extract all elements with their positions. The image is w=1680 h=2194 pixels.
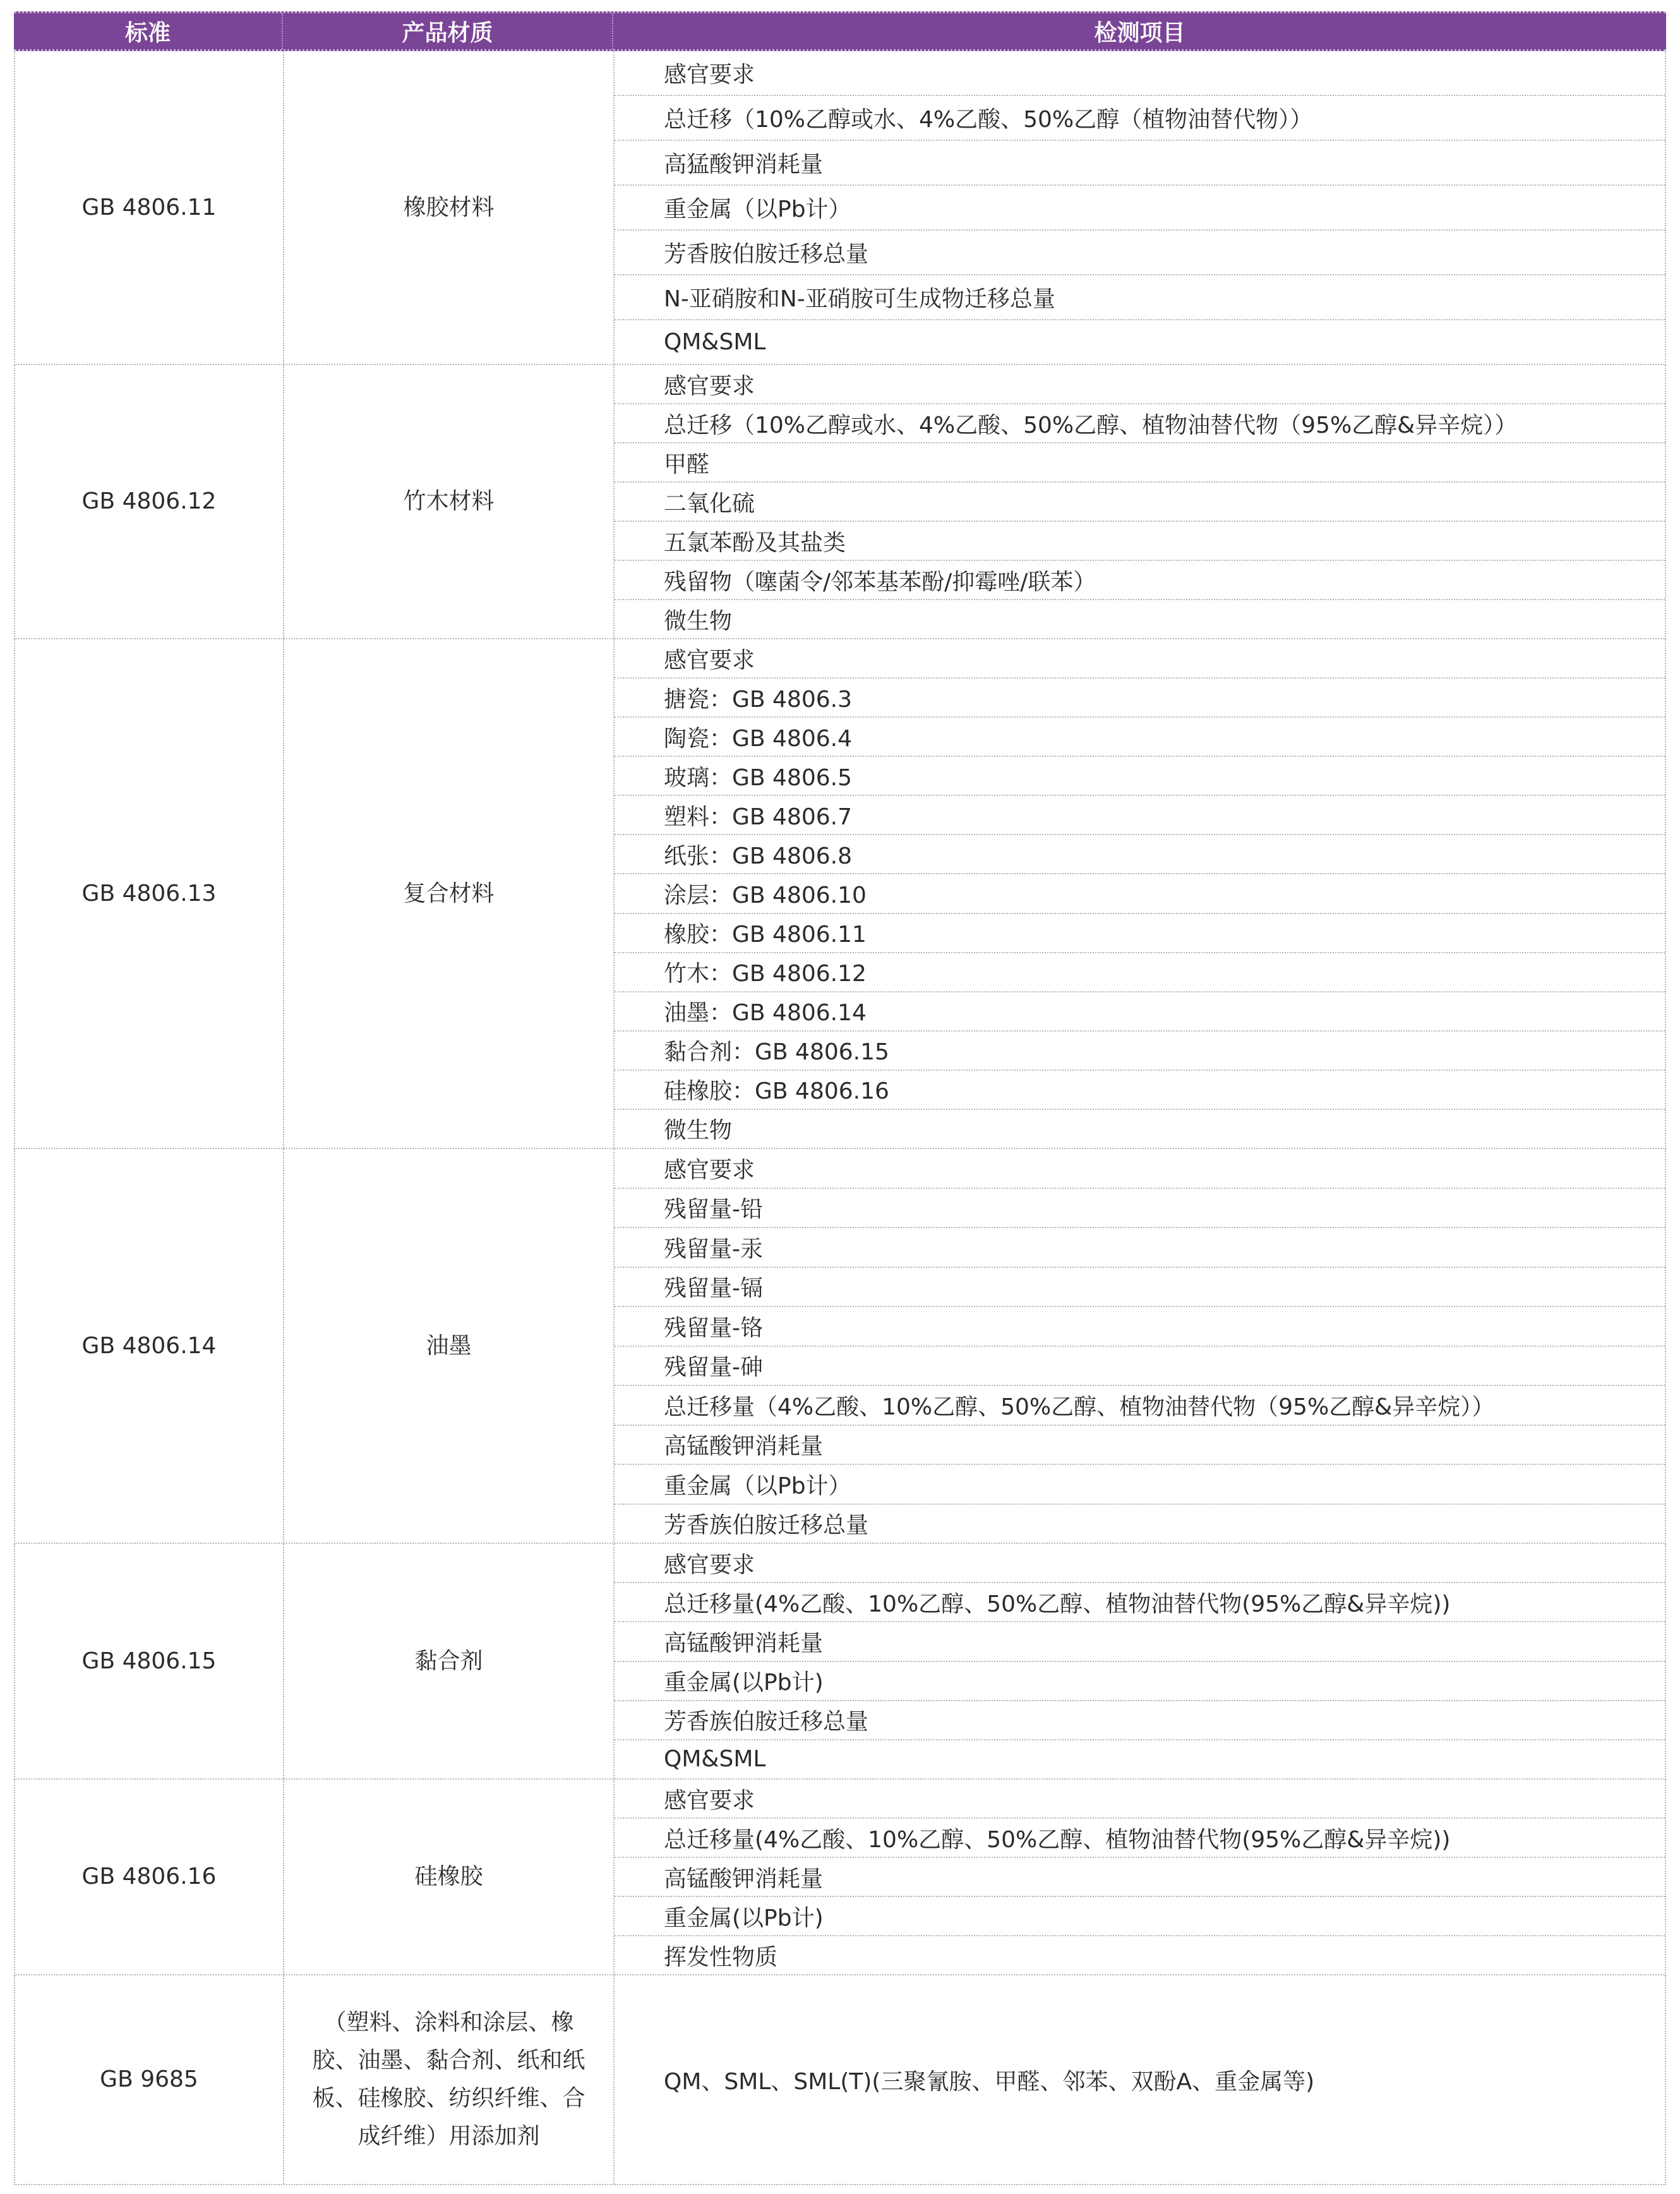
- test-item: 总迁移量（4%乙酸、10%乙醇、50%乙醇、植物油替代物（95%乙醇&异辛烷））: [615, 1386, 1665, 1426]
- test-item: 橡胶：GB 4806.11: [615, 914, 1665, 953]
- test-item: 总迁移（10%乙醇或水、4%乙酸、50%乙醇、植物油替代物（95%乙醇&异辛烷））: [615, 404, 1665, 443]
- standard-cell: GB 4806.16: [15, 1780, 284, 1974]
- table-row-group: [14, 1544, 1666, 1780]
- test-item: 甲醛: [615, 443, 1665, 483]
- test-item: 微生物: [664, 608, 733, 634]
- test-items-cell: [615, 1975, 1665, 2184]
- test-item: 芳香胺伯胺迁移总量: [615, 231, 1665, 275]
- test-item: 微生物: [664, 1118, 733, 1144]
- test-item: 残留物（噻菌令/邻苯基苯酚/抑霉唑/联苯）: [615, 561, 1665, 600]
- test-items-cell: [615, 1544, 1665, 1778]
- test-item: 残留量-镉: [615, 1268, 1665, 1308]
- header-material: 产品材质: [283, 13, 613, 49]
- test-item: 残留量-汞: [615, 1228, 1665, 1268]
- header-test-items: 检测项目: [1094, 20, 1185, 46]
- test-item: 重金属(以Pb计): [615, 1897, 1665, 1936]
- material-cell: 复合材料: [284, 639, 615, 1148]
- table-row-group: [14, 1975, 1666, 2185]
- standard-cell: GB 4806.15: [15, 1544, 284, 1778]
- table-header: [14, 11, 1666, 51]
- material-cell: 黏合剂: [284, 1544, 615, 1778]
- test-item: 重金属（以Pb计）: [615, 186, 1665, 231]
- test-item: QM&SML: [664, 1746, 766, 1773]
- table-row-group: [14, 1149, 1666, 1544]
- test-item: 感官要求: [615, 1780, 1665, 1819]
- test-item: 黏合剂：GB 4806.15: [615, 1032, 1665, 1071]
- test-item: 涂层：GB 4806.10: [615, 874, 1665, 913]
- test-items-cell: [615, 639, 1665, 1148]
- test-item: 塑料：GB 4806.7: [615, 796, 1665, 835]
- header-standard: 标准: [14, 13, 283, 49]
- test-item: 高锰酸钾消耗量: [615, 1858, 1665, 1897]
- test-item: 纸张：GB 4806.8: [615, 835, 1665, 874]
- test-item: 芳香族伯胺迁移总量: [664, 1512, 869, 1539]
- test-item: 重金属（以Pb计）: [615, 1465, 1665, 1505]
- test-items-cell: [615, 1780, 1665, 1974]
- test-item: 搪瓷：GB 4806.3: [615, 678, 1665, 718]
- test-item: 五氯苯酚及其盐类: [615, 522, 1665, 561]
- table-body: [14, 51, 1666, 2185]
- test-item: 挥发性物质: [664, 1944, 778, 1970]
- test-item: 总迁移量(4%乙酸、10%乙醇、50%乙醇、植物油替代物(95%乙醇&异辛烷)): [615, 1819, 1665, 1858]
- test-items-cell: [615, 365, 1665, 638]
- test-item: 高锰酸钾消耗量: [615, 1426, 1665, 1466]
- test-item: 感官要求: [615, 639, 1665, 678]
- standard-cell: GB 4806.14: [15, 1149, 284, 1543]
- material-cell: 油墨: [284, 1149, 615, 1543]
- test-item: 高锰酸钾消耗量: [615, 1622, 1665, 1661]
- test-item: 感官要求: [615, 51, 1665, 96]
- standard-cell: GB 9685: [15, 1975, 284, 2184]
- test-item: 陶瓷：GB 4806.4: [615, 718, 1665, 757]
- test-item: 重金属(以Pb计): [615, 1662, 1665, 1701]
- test-item: 残留量-铅: [615, 1189, 1665, 1229]
- standard-cell: GB 4806.11: [15, 51, 284, 364]
- test-item: 竹木：GB 4806.12: [615, 953, 1665, 992]
- material-cell: （塑料、涂料和涂层、橡胶、油墨、黏合剂、纸和纸板、硅橡胶、纺织纤维、合成纤维）用添加剂: [284, 1975, 615, 2184]
- table-row-group: [14, 639, 1666, 1149]
- table-row-group: [14, 51, 1666, 365]
- test-item: 芳香族伯胺迁移总量: [615, 1701, 1665, 1740]
- material-cell: 竹木材料: [284, 365, 615, 638]
- table-row-group: [14, 365, 1666, 639]
- test-item: N-亚硝胺和N-亚硝胺可生成物迁移总量: [615, 275, 1665, 320]
- test-item: QM、SML、SML(T)(三聚氰胺、甲醛、邻苯、双酚A、重金属等): [664, 2068, 1315, 2095]
- test-item: 油墨：GB 4806.14: [615, 992, 1665, 1032]
- test-item: 高猛酸钾消耗量: [615, 141, 1665, 186]
- test-item: 硅橡胶：GB 4806.16: [615, 1071, 1665, 1110]
- test-item: 残留量-铬: [615, 1307, 1665, 1347]
- standard-cell: GB 4806.13: [15, 639, 284, 1148]
- test-item: 感官要求: [615, 1544, 1665, 1583]
- test-items-cell: [615, 51, 1665, 364]
- material-cell: 硅橡胶: [284, 1780, 615, 1974]
- test-item: 感官要求: [615, 365, 1665, 404]
- test-item: 感官要求: [615, 1149, 1665, 1189]
- test-item: 总迁移（10%乙醇或水、4%乙酸、50%乙醇（植物油替代物））: [615, 96, 1665, 141]
- test-item: 总迁移量(4%乙酸、10%乙醇、50%乙醇、植物油替代物(95%乙醇&异辛烷)): [615, 1583, 1665, 1622]
- test-item: 二氧化硫: [615, 483, 1665, 522]
- test-items-cell: [615, 1149, 1665, 1543]
- material-cell: 橡胶材料: [284, 51, 615, 364]
- test-item: 残留量-砷: [615, 1347, 1665, 1387]
- test-item: 玻璃：GB 4806.5: [615, 757, 1665, 796]
- test-item: QM&SML: [664, 329, 766, 355]
- table-row-group: [14, 1780, 1666, 1975]
- standard-cell: GB 4806.12: [15, 365, 284, 638]
- standards-table: [14, 11, 1666, 2185]
